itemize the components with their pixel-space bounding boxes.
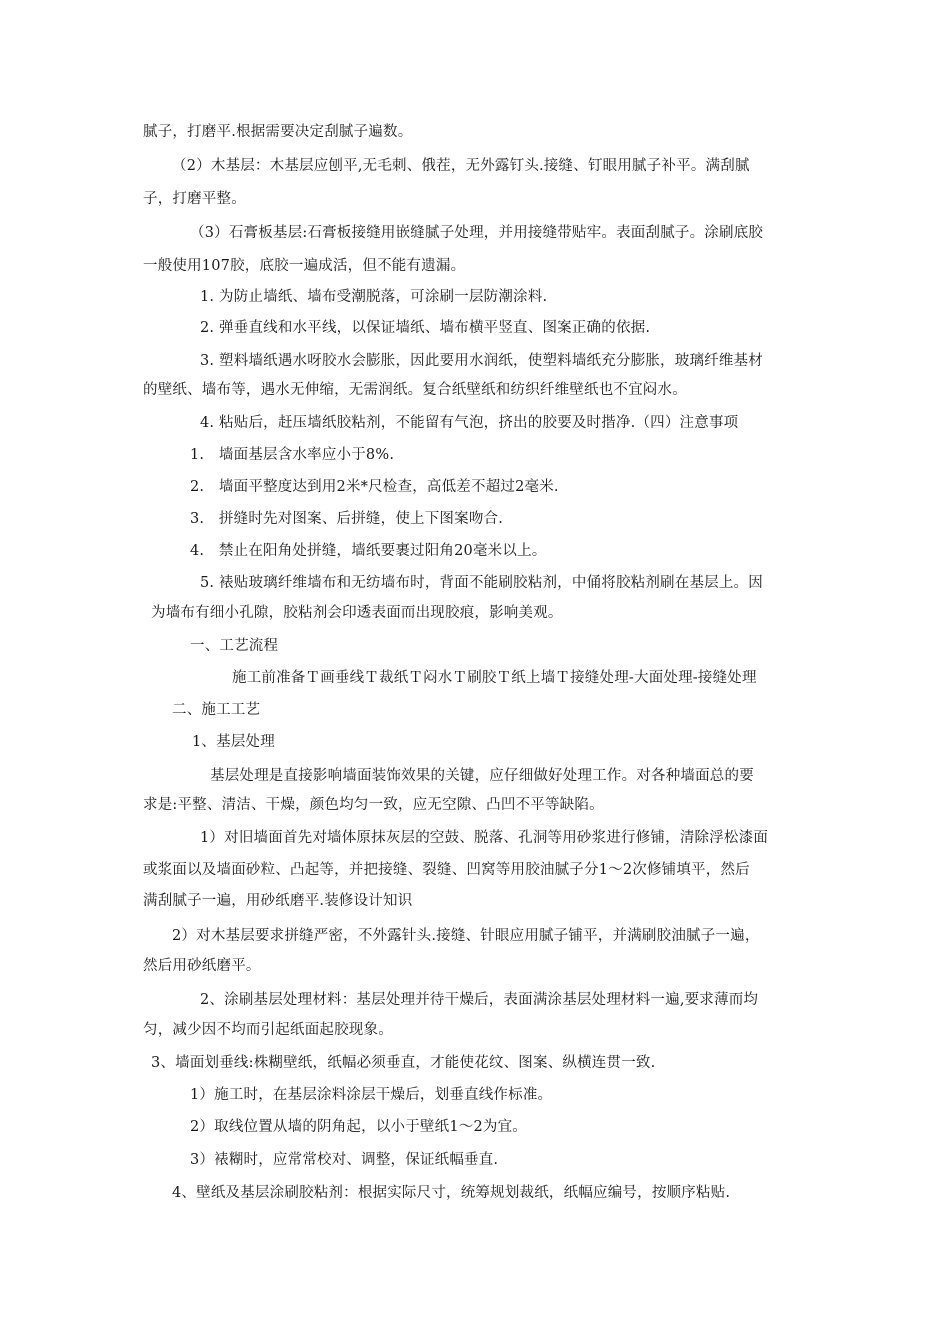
subsection-heading: 1、基层处理: [192, 734, 275, 750]
text-line: 腻子，打磨平.根据需要决定刮腻子遍数。: [143, 124, 413, 140]
text-line: 3. 拼缝时先对图案、后拼缝，使上下图案吻合.: [190, 511, 504, 527]
text-line: 或浆面以及墙面砂粒、凸起等，并把接缝、裂缝、凹窝等用胶油腻子分1〜2次修铺填平，然后: [143, 862, 750, 878]
section-heading: 二、施工工艺: [172, 702, 261, 718]
text-line: 4. 禁止在阳角处拼缝，墙纸要裹过阳角20毫米以上。: [190, 543, 547, 559]
process-flow: 施工前准备Ｔ画垂线Ｔ裁纸Ｔ闷水Ｔ刷胶Ｔ纸上墙Ｔ接缝处理-大面处理-接缝处理: [232, 670, 757, 686]
text-line: 基层处理是直接影响墙面装饰效果的关键，应仔细做好处理工作。对各种墙面总的要: [210, 768, 754, 784]
text-line: 为墙布有细小孔隙，胶粘剂会印透表面而出现胶痕，影响美观。: [151, 605, 563, 621]
text-line: 4. 粘贴后，赶压墙纸胶粘剂，不能留有气泡，挤出的胶要及时揩净.（四）注意事项: [200, 415, 739, 431]
text-line: 求是:平整、清洁、干燥，颜色均匀一致，应无空隙、凸凹不平等缺陷。: [143, 797, 604, 813]
text-line: 1）施工时，在基层涂料涂层干燥后，划垂直线作标准。: [190, 1087, 553, 1103]
text-line: 3、墙面划垂线:株糊壁纸，纸幅必须垂直，才能使花纹、图案、纵横连贯一致.: [151, 1055, 656, 1071]
text-line: 1）对旧墙面首先对墙体原抹灰层的空鼓、脱落、孔洞等用砂浆进行修铺，清除浮松漆面: [200, 830, 769, 846]
text-line: 4、壁纸及基层涂刷胶粘剂：根据实际尺寸，统筹规划裁纸，纸幅应编号，按顺序粘贴.: [172, 1185, 731, 1201]
text-line: 2）对木基层要求拼缝严密，不外露针头.接缝、针眼应用腻子铺平，并满刷胶油腻子一遍，: [172, 928, 760, 944]
text-line: 3. 塑料墙纸遇水呀胶水会膨胀，因此要用水润纸，使塑料墙纸充分膨胀，玻璃纤维基材: [200, 353, 763, 369]
text-line: 1. 墙面基层含水率应小于8%.: [190, 447, 395, 463]
text-line: 然后用砂纸磨平。: [143, 958, 261, 974]
text-line: 2、涂刷基层处理材料：基层处理并待干燥后，表面满涂基层处理材料一遍,要求薄而均: [200, 992, 759, 1008]
text-line: 匀，减少因不均而引起纸面起胶现象。: [143, 1022, 393, 1038]
text-line: 子，打磨平整。: [143, 191, 246, 207]
text-line: 2. 墙面平整度达到用2米*尺检查，高低差不超过2毫米.: [190, 479, 559, 495]
text-line: （2）木基层：木基层应刨平,无毛刺、俄茬，无外露钉头.接缝、钉眼用腻子补平。满刮腻: [172, 158, 750, 174]
text-line: 2）取线位置从墙的阴角起，以小于壁纸1〜2为宜。: [190, 1119, 527, 1135]
text-line: 满刮腻子一遍，用砂纸磨平.装修设计知识: [143, 893, 413, 909]
text-line: 5. 裱贴玻璃纤维墙布和无纺墙布时，背面不能刷胶粘剂，中俑将胶粘剂刷在基层上。因: [200, 575, 763, 591]
text-line: 2. 弹垂直线和水平线，以保证墙纸、墙布横平竖直、图案正确的依据.: [200, 320, 651, 336]
text-line: 1. 为防止墙纸、墙布受潮脱落，可涂刷一层防潮涂料.: [200, 289, 548, 305]
text-line: （3）石膏板基层:石膏板接缝用嵌缝腻子处理，并用接缝带贴牢。表面刮腻子。涂刷底胶: [190, 225, 764, 241]
section-heading: 一、工艺流程: [190, 638, 279, 654]
text-line: 3）裱糊时，应常常校对、调整，保证纸幅垂直.: [190, 1152, 499, 1168]
text-line: 的壁纸、墙布等，遇水无伸缩，无需润纸。复合纸壁纸和纺织纤维壁纸也不宜闷水。: [143, 382, 687, 398]
text-line: 一般使用107胶，底胶一遍成活，但不能有遗漏。: [143, 258, 466, 274]
